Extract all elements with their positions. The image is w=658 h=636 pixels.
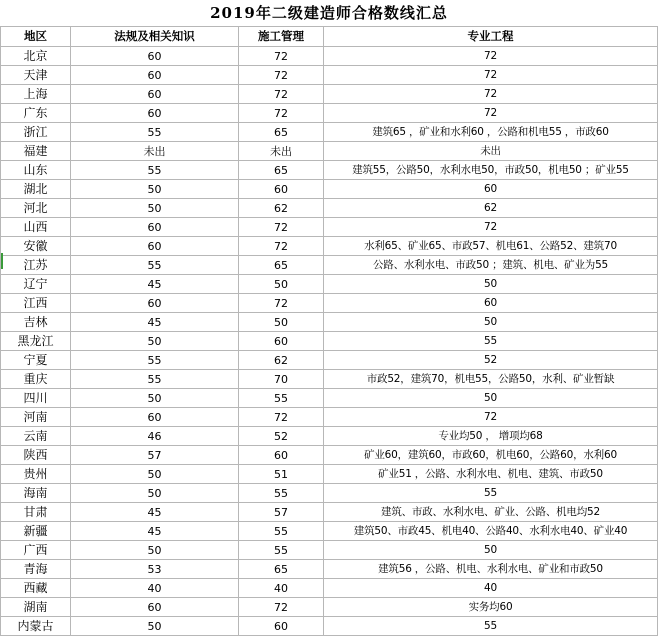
cell-management[interactable]: 55 — [239, 541, 324, 560]
cell-region[interactable]: 广西 — [1, 541, 71, 560]
table-row — [1, 199, 658, 218]
cell-law[interactable]: 50 — [71, 465, 239, 484]
cell-law[interactable]: 45 — [71, 275, 239, 294]
cell-region[interactable]: 宁夏 — [1, 351, 71, 370]
cell-region[interactable]: 新疆 — [1, 522, 71, 541]
cell-region[interactable]: 江西 — [1, 294, 71, 313]
cell-law[interactable]: 50 — [71, 617, 239, 636]
table-row — [1, 332, 658, 351]
cell-law[interactable]: 60 — [71, 408, 239, 427]
cell-law[interactable]: 45 — [71, 313, 239, 332]
cell-region[interactable]: 西藏 — [1, 579, 71, 598]
cell-management[interactable]: 72 — [239, 598, 324, 617]
table-row — [1, 256, 658, 275]
cell-management[interactable]: 57 — [239, 503, 324, 522]
cell-law[interactable]: 55 — [71, 351, 239, 370]
cell-region[interactable]: 内蒙古 — [1, 617, 71, 636]
table-row — [1, 161, 658, 180]
table-row — [1, 408, 658, 427]
cell-management[interactable]: 55 — [239, 484, 324, 503]
cell-specialty[interactable]: 55 — [324, 332, 658, 351]
cell-region[interactable]: 海南 — [1, 484, 71, 503]
cell-region[interactable]: 甘肃 — [1, 503, 71, 522]
cell-region[interactable]: 上海 — [1, 85, 71, 104]
cell-management[interactable]: 72 — [239, 237, 324, 256]
cell-region[interactable]: 广东 — [1, 104, 71, 123]
cell-management[interactable]: 60 — [239, 617, 324, 636]
cell-specialty[interactable]: 50 — [324, 313, 658, 332]
table-row — [1, 85, 658, 104]
table-row — [1, 465, 658, 484]
cell-region[interactable]: 湖北 — [1, 180, 71, 199]
cell-law[interactable]: 60 — [71, 66, 239, 85]
cell-management[interactable]: 62 — [239, 351, 324, 370]
cell-specialty[interactable]: 50 — [324, 541, 658, 560]
cell-management[interactable]: 40 — [239, 579, 324, 598]
cell-specialty[interactable]: 52 — [324, 351, 658, 370]
cell-specialty[interactable]: 建筑50、市政45、机电40、公路40、水利水电40、矿业40 — [324, 522, 658, 541]
header-management[interactable]: 施工管理 — [239, 27, 324, 47]
table-row — [1, 503, 658, 522]
cell-law[interactable]: 45 — [71, 522, 239, 541]
cell-specialty[interactable]: 矿业51 ，公路、水利水电、机电、建筑、市政50 — [324, 465, 658, 484]
cell-region[interactable]: 四川 — [1, 389, 71, 408]
cell-region[interactable]: 山西 — [1, 218, 71, 237]
table-row — [1, 598, 658, 617]
cell-specialty[interactable]: 矿业60，建筑60，市政60，机电60，公路60，水利60 — [324, 446, 658, 465]
cell-specialty[interactable]: 72 — [324, 85, 658, 104]
cell-law[interactable]: 50 — [71, 332, 239, 351]
cell-region[interactable]: 青海 — [1, 560, 71, 579]
table-row — [1, 370, 658, 389]
cell-specialty[interactable]: 72 — [324, 66, 658, 85]
cell-region[interactable]: 江苏 — [1, 256, 71, 275]
cell-region[interactable]: 天津 — [1, 66, 71, 85]
cell-law[interactable]: 60 — [71, 237, 239, 256]
cell-law[interactable]: 40 — [71, 579, 239, 598]
cell-management[interactable]: 55 — [239, 522, 324, 541]
pass-score-table — [0, 26, 658, 636]
cell-region[interactable]: 贵州 — [1, 465, 71, 484]
cell-specialty[interactable]: 建筑、市政、水利水电、矿业、公路、机电均52 — [324, 503, 658, 522]
table-row — [1, 294, 658, 313]
table-row — [1, 47, 658, 66]
cell-management[interactable]: 72 — [239, 294, 324, 313]
cell-region[interactable]: 云南 — [1, 427, 71, 446]
cell-law[interactable]: 60 — [71, 85, 239, 104]
cell-region[interactable]: 吉林 — [1, 313, 71, 332]
cell-specialty[interactable]: 55 — [324, 484, 658, 503]
cell-specialty[interactable]: 55 — [324, 617, 658, 636]
table-row — [1, 237, 658, 256]
header-specialty[interactable]: 专业工程 — [324, 27, 658, 47]
cell-management[interactable]: 50 — [239, 275, 324, 294]
cell-region[interactable]: 浙江 — [1, 123, 71, 142]
cell-law[interactable]: 46 — [71, 427, 239, 446]
cell-law[interactable]: 60 — [71, 47, 239, 66]
table-row — [1, 446, 658, 465]
cell-management[interactable]: 52 — [239, 427, 324, 446]
header-row — [1, 27, 658, 47]
cell-law[interactable]: 50 — [71, 180, 239, 199]
cell-specialty[interactable]: 50 — [324, 389, 658, 408]
header-law[interactable]: 法规及相关知识 — [71, 27, 239, 47]
cell-management[interactable]: 70 — [239, 370, 324, 389]
cell-region[interactable]: 辽宁 — [1, 275, 71, 294]
cell-law[interactable]: 50 — [71, 389, 239, 408]
cell-management[interactable]: 50 — [239, 313, 324, 332]
cell-region[interactable]: 黑龙江 — [1, 332, 71, 351]
cell-region[interactable]: 山东 — [1, 161, 71, 180]
cell-law[interactable]: 55 — [71, 161, 239, 180]
cell-management[interactable]: 65 — [239, 256, 324, 275]
table-row — [1, 484, 658, 503]
cell-management[interactable]: 60 — [239, 180, 324, 199]
cell-management[interactable]: 55 — [239, 389, 324, 408]
table-row — [1, 560, 658, 579]
cell-specialty[interactable]: 50 — [324, 275, 658, 294]
cell-management[interactable]: 62 — [239, 199, 324, 218]
cell-specialty[interactable]: 建筑65 ，矿业和水利60 ，公路和机电55 ，市政60 — [324, 123, 658, 142]
cell-management[interactable]: 65 — [239, 161, 324, 180]
cell-law[interactable]: 60 — [71, 598, 239, 617]
active-row-marker — [1, 253, 3, 269]
cell-region[interactable]: 陕西 — [1, 446, 71, 465]
table-row — [1, 104, 658, 123]
cell-region[interactable]: 安徽 — [1, 237, 71, 256]
table-body — [1, 47, 658, 636]
cell-management[interactable]: 72 — [239, 47, 324, 66]
cell-law[interactable]: 45 — [71, 503, 239, 522]
cell-specialty[interactable]: 60 — [324, 294, 658, 313]
cell-specialty[interactable]: 60 — [324, 180, 658, 199]
cell-specialty[interactable]: 水利65、矿业65、市政57、机电61、公路52、建筑70 — [324, 237, 658, 256]
cell-law[interactable]: 50 — [71, 541, 239, 560]
cell-law[interactable]: 60 — [71, 218, 239, 237]
table-row — [1, 275, 658, 294]
table-row — [1, 180, 658, 199]
cell-management[interactable]: 72 — [239, 66, 324, 85]
cell-region[interactable]: 河南 — [1, 408, 71, 427]
table-row — [1, 427, 658, 446]
cell-law[interactable]: 55 — [71, 123, 239, 142]
cell-law[interactable]: 60 — [71, 104, 239, 123]
cell-management[interactable]: 60 — [239, 332, 324, 351]
cell-specialty[interactable]: 建筑56 ，公路、机电、水利水电、矿业和市政50 — [324, 560, 658, 579]
cell-specialty[interactable]: 建筑55，公路50，水利水电50，市政50，机电50 ；矿业55 — [324, 161, 658, 180]
table-row — [1, 218, 658, 237]
cell-specialty[interactable]: 40 — [324, 579, 658, 598]
cell-region[interactable]: 重庆 — [1, 370, 71, 389]
cell-specialty[interactable]: 未出 — [324, 142, 658, 161]
cell-management[interactable]: 60 — [239, 446, 324, 465]
cell-law[interactable]: 50 — [71, 484, 239, 503]
cell-specialty[interactable]: 72 — [324, 408, 658, 427]
cell-specialty[interactable]: 公路、水利水电、市政50 ；建筑、机电、矿业为55 — [324, 256, 658, 275]
cell-law[interactable]: 60 — [71, 294, 239, 313]
cell-region[interactable]: 河北 — [1, 199, 71, 218]
table-row — [1, 66, 658, 85]
cell-management[interactable]: 65 — [239, 560, 324, 579]
table-row — [1, 541, 658, 560]
table-row — [1, 123, 658, 142]
header-region[interactable]: 地区 — [1, 27, 71, 47]
cell-specialty[interactable]: 专业均50 ， 增项均68 — [324, 427, 658, 446]
cell-management[interactable]: 72 — [239, 408, 324, 427]
table-row — [1, 617, 658, 636]
cell-region[interactable]: 北京 — [1, 47, 71, 66]
cell-specialty[interactable]: 72 — [324, 104, 658, 123]
table-row — [1, 522, 658, 541]
table-row — [1, 389, 658, 408]
cell-management[interactable]: 72 — [239, 104, 324, 123]
cell-specialty[interactable]: 72 — [324, 218, 658, 237]
cell-specialty[interactable]: 62 — [324, 199, 658, 218]
cell-law[interactable]: 未出 — [71, 142, 239, 161]
sheet-title: 2019年二级建造师合格数线汇总 — [210, 4, 448, 22]
cell-law[interactable]: 57 — [71, 446, 239, 465]
cell-management[interactable]: 72 — [239, 85, 324, 104]
cell-law[interactable]: 55 — [71, 256, 239, 275]
table-row — [1, 351, 658, 370]
cell-law[interactable]: 53 — [71, 560, 239, 579]
table-row — [1, 313, 658, 332]
table-row — [1, 142, 658, 161]
cell-specialty[interactable]: 市政52，建筑70，机电55，公路50，水利、矿业暂缺 — [324, 370, 658, 389]
cell-law[interactable]: 50 — [71, 199, 239, 218]
cell-management[interactable]: 未出 — [239, 142, 324, 161]
cell-management[interactable]: 72 — [239, 218, 324, 237]
cell-region[interactable]: 湖南 — [1, 598, 71, 617]
cell-region[interactable]: 福建 — [1, 142, 71, 161]
cell-management[interactable]: 51 — [239, 465, 324, 484]
cell-law[interactable]: 55 — [71, 370, 239, 389]
cell-specialty[interactable]: 72 — [324, 47, 658, 66]
cell-specialty[interactable]: 实务均60 — [324, 598, 658, 617]
table-row — [1, 579, 658, 598]
cell-management[interactable]: 65 — [239, 123, 324, 142]
